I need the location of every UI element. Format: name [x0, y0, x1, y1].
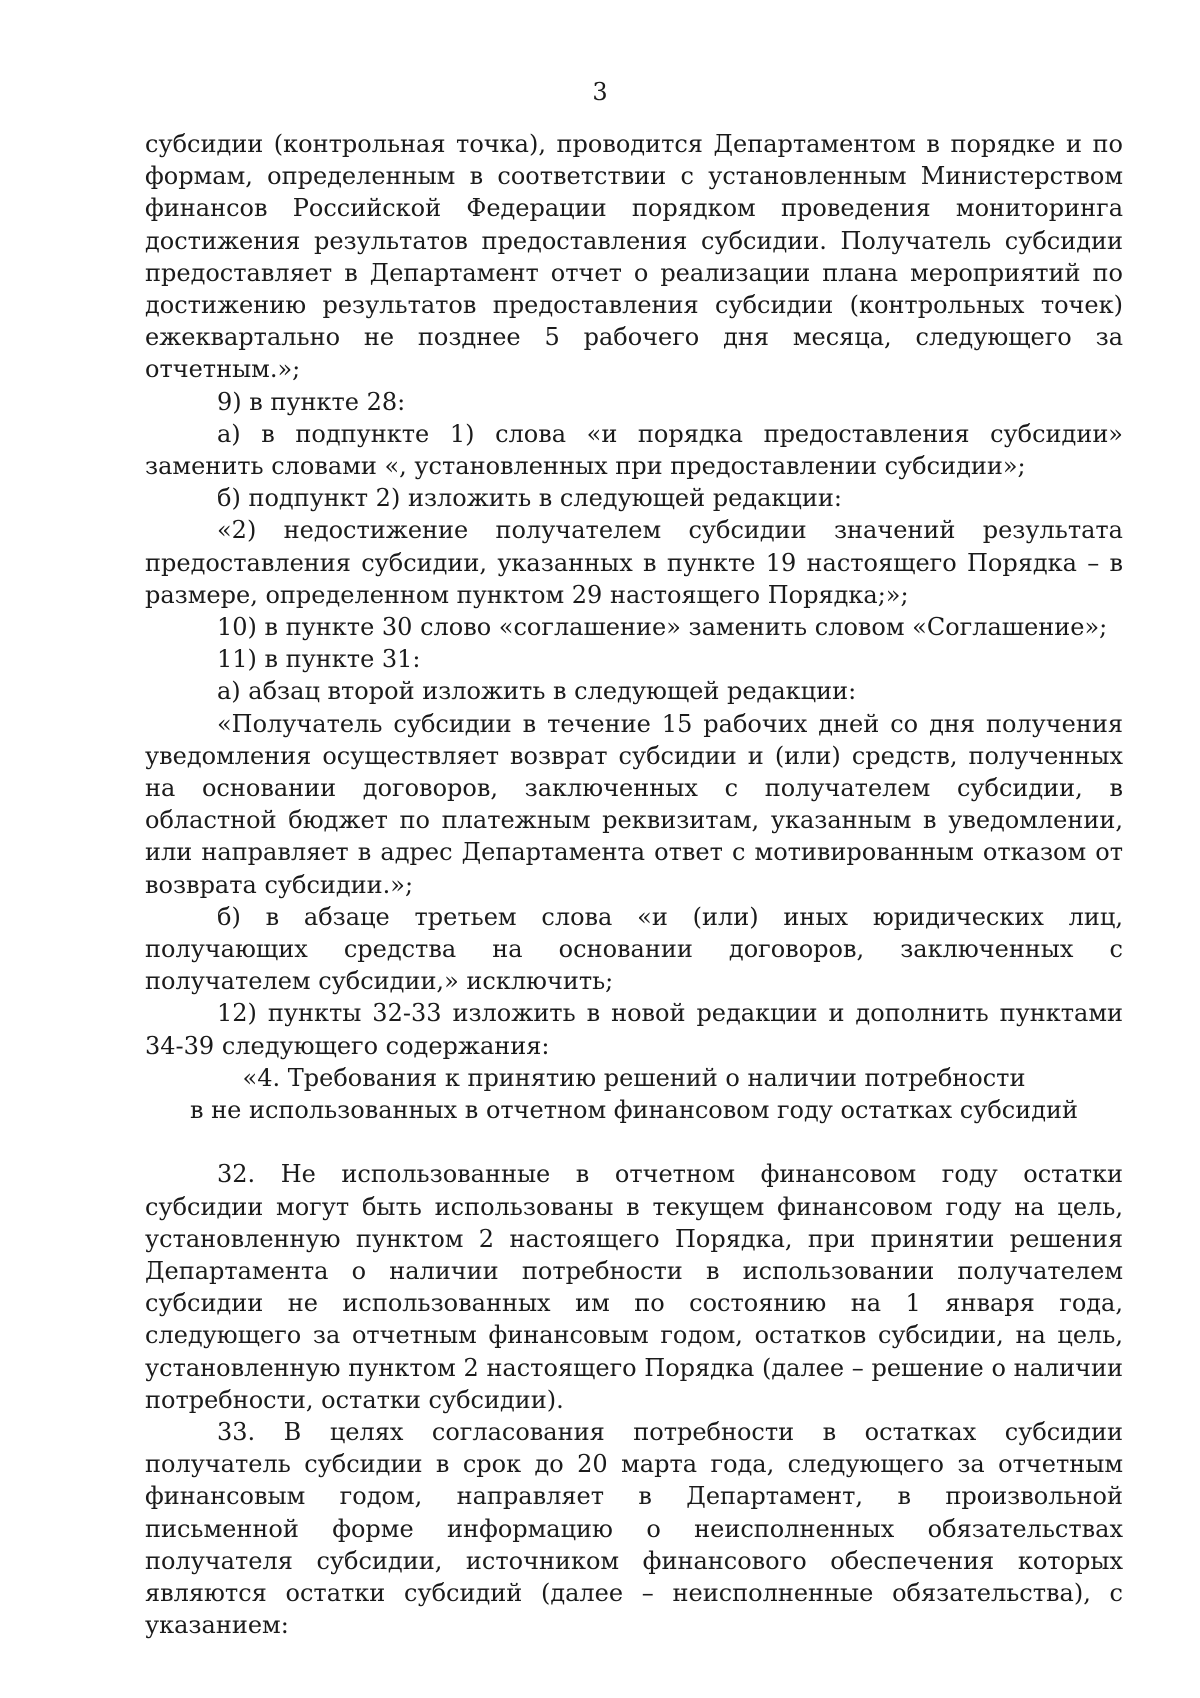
paragraph-quoted-refund: «Получатель субсидии в течение 15 рабочих дней со дня получения уведомления осуществляет возврат субсидии и (или) средств, полученных на основании договоров, заключенных с получателем субсидии, в областной бюджет по платежным реквизитам, указанным в уведомлении, или направляет в адрес Департамента ответ с мотивированным отказом от возврата субсидии.»;: [145, 709, 1123, 899]
paragraph-subsidy-monitoring: субсидии (контрольная точка), проводится Департаментом в порядке и по формам, определенным в соответствии с установленным Министерством финансов Российской Федерации порядком проведения мониторинга достижения результатов предоставления субсидии. Получатель субсидии предоставляет в Департамент отчет о реализации плана мероприятий по достижению результатов предоставления субсидии (контрольных точек) ежеквартально не позднее 5 рабочего дня месяца, следующего за отчетным.»;: [145, 130, 1123, 384]
paragraph-item-9: 9) в пункте 28:: [217, 387, 406, 416]
paragraph-item-9b: б) подпункт 2) изложить в следующей редакции:: [217, 484, 842, 513]
section-heading-line-1: «4. Требования к принятию решений о наличии потребности: [242, 1063, 1026, 1092]
paragraph-item-11b: б) в абзаце третьем слова «и (или) иных юридических лиц, получающих средства на основании договоров, заключенных с получателем субсидии,» исключить;: [145, 902, 1123, 996]
paragraph-quoted-subitem-2: «2) недостижение получателем субсидии значений результата предоставления субсидии, указанных в пункте 19 настоящего Порядка – в размере, определенном пунктом 29 настоящего Порядка;»;: [145, 516, 1123, 609]
page-number: 3: [592, 78, 608, 106]
section-heading: [145, 1062, 1123, 1126]
paragraph-item-10: 10) в пункте 30 слово «соглашение» заменить словом «Соглашение»;: [217, 613, 1108, 642]
document-body: [145, 128, 1123, 1641]
paragraph-point-33: 33. В целях согласования потребности в остатках субсидии получатель субсидии в срок до 20 марта года, следующего за отчетным финансовым годом, направляет в Департамент, в произвольной письменной форме информацию о неисполненных обязательствах получателя субсидии, источником финансового обеспечения которых являются остатки субсидий (далее – неисполненные обязательства), с указанием:: [145, 1417, 1123, 1640]
paragraph-item-12: 12) пункты 32-33 изложить в новой редакции и дополнить пунктами 34-39 следующего содержания:: [145, 999, 1123, 1060]
paragraph-item-9a: а) в подпункте 1) слова «и порядка предоставления субсидии» заменить словами «, установленных при предоставлении субсидии»;: [145, 419, 1123, 481]
paragraph-point-32: 32. Не использованные в отчетном финансовом году остатки субсидии могут быть использованы в текущем финансовом году на цель, установленную пунктом 2 настоящего Порядка, при принятии решения Департамента о наличии потребности в использовании получателем субсидии не использованных им по состоянию на 1 января года, следующего за отчетным финансовым годом, остатков субсидии, на цель, установленную пунктом 2 настоящего Порядка (далее – решение о наличии потребности, остатки субсидии).: [145, 1160, 1123, 1414]
paragraph-item-11a: а) абзац второй изложить в следующей редакции:: [217, 677, 857, 706]
blank-line: [145, 1126, 1123, 1158]
paragraph-item-11: 11) в пункте 31:: [217, 645, 421, 674]
section-heading-line-2: в не использованных в отчетном финансовом году остатках субсидий: [190, 1096, 1078, 1125]
